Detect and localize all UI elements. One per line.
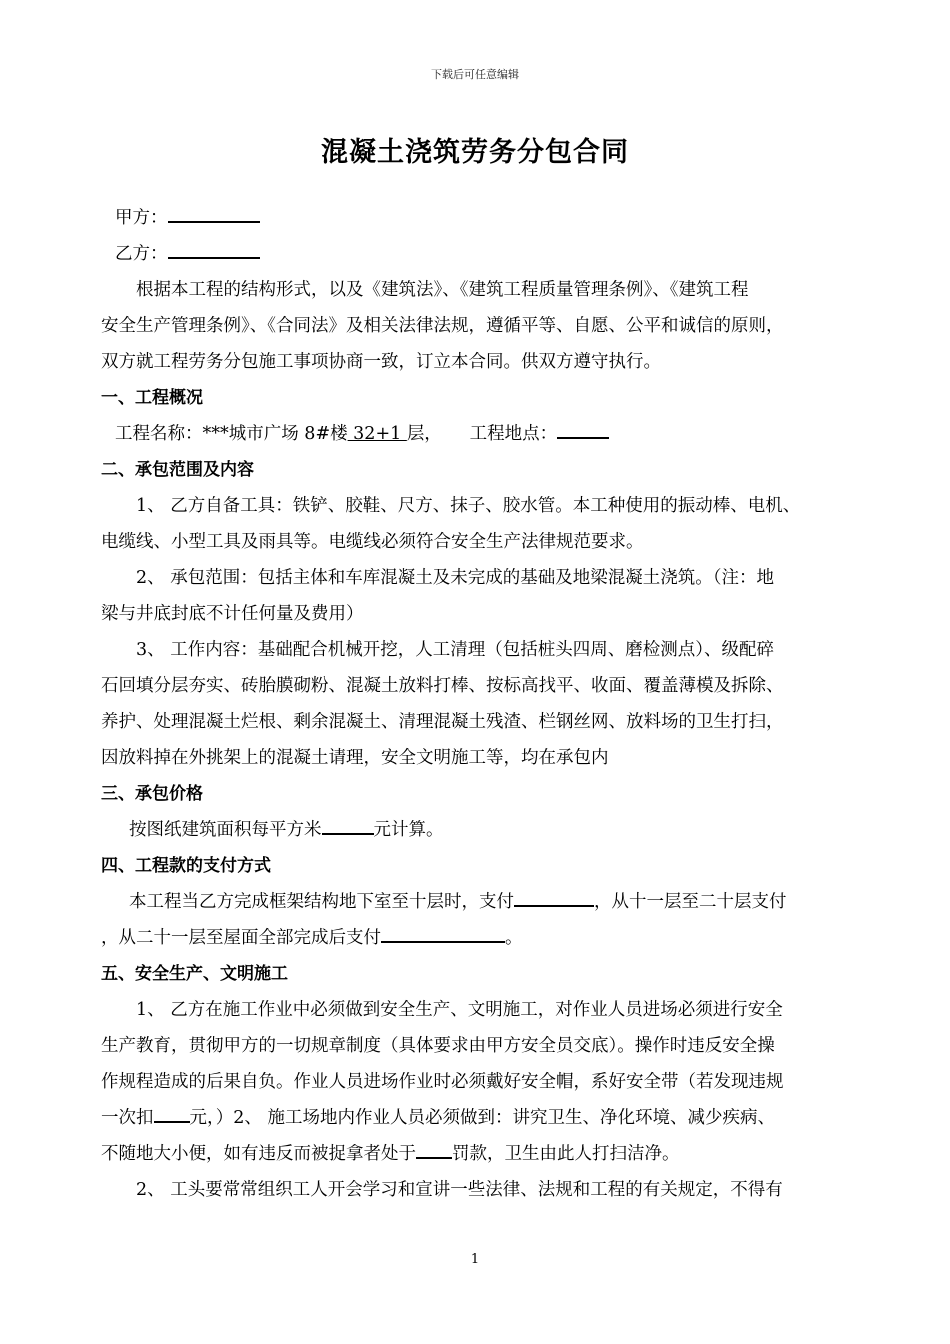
payment-text: ，从十一层至二十层支付 [594, 892, 787, 912]
safety-line: 2、 工头要常常组织工人开会学习和宣讲一些法律、法规和工程的有关规定，不得有 [136, 1180, 783, 1200]
intro-line: 根据本工程的结构形式，以及《建筑法》、《建筑工程质量管理条例》、《建筑工程 [136, 280, 749, 300]
safety-line: 作规程造成的后果自负。作业人员进场作业时必须戴好安全帽，系好安全带（若发现违规 [101, 1072, 784, 1092]
party-a-label: 甲方： [115, 208, 168, 228]
payment-text: 。 [505, 928, 523, 948]
project-info-line [101, 416, 853, 452]
scope-item-1-line: 电缆线、小型工具及雨具等。电缆线必须符合安全生产法律规范要求。 [101, 532, 644, 552]
fine-blank-2 [416, 1139, 452, 1159]
safety-line: 生产教育，贯彻甲方的一切规章制度（具体要求由甲方安全员交底）。操作时违反安全操 [101, 1036, 775, 1056]
safety-text: 元，）2、 施工场地内作业人员必须做到：讲究卫生、净化环境、减少疾病、 [189, 1108, 775, 1128]
section-heading-1: 一、工程概况 [101, 388, 203, 408]
scope-item-3-line: 养护、处理混凝土烂根、剩余混凝土、清理混凝土残渣、栏钢丝网、放料场的卫生打扫， [101, 712, 784, 732]
fine-blank-1 [154, 1103, 190, 1123]
document-title: 混凝土浇筑劳务分包合同 [321, 137, 629, 168]
payment-text: 本工程当乙方完成框架结构地下室至十层时，支付 [129, 892, 514, 912]
page-header: 下载后可任意编辑 [431, 68, 519, 81]
payment-blank-1 [514, 887, 594, 907]
safety-line: 1、 乙方在施工作业中必须做到安全生产、文明施工，对作业人员进场必须进行安全 [136, 1000, 783, 1020]
project-location-blank [557, 419, 609, 439]
price-text: 按图纸建筑面积每平方米 [129, 820, 322, 840]
price-blank [322, 815, 374, 835]
project-location-label: 工程地点： [469, 424, 558, 444]
scope-item-1-line: 1、 乙方自备工具：铁铲、胶鞋、尺方、抹子、胶水管。本工种使用的振动棒、电机、 [136, 496, 801, 516]
price-unit: 元计算。 [373, 820, 444, 840]
section-heading-5: 五、安全生产、文明施工 [101, 964, 288, 984]
project-name: 工程名称：***城市广场 8#楼 [115, 424, 348, 444]
payment-line [101, 884, 853, 920]
section-heading-3: 三、承包价格 [101, 784, 203, 804]
safety-text: 不随地大小便，如有违反而被捉拿者处于 [101, 1144, 416, 1164]
party-a-line [101, 200, 853, 236]
intro-line: 安全生产管理条例》、《合同法》及相关法律法规，遵循平等、自愿、公平和诚信的原则， [101, 316, 784, 336]
safety-text: 一次扣 [101, 1108, 154, 1128]
scope-item-3-line: 因放料掉在外挑架上的混凝土请理，安全文明施工等，均在承包内 [101, 748, 609, 768]
party-b-label: 乙方： [115, 244, 168, 264]
document-body [101, 200, 853, 1208]
section-heading-2: 二、承包范围及内容 [101, 460, 254, 480]
scope-item-3-line: 石回填分层夯实、砖胎膜砌粉、混凝土放料打棒、按标高找平、收面、覆盖薄模及拆除、 [101, 676, 784, 696]
intro-line: 双方就工程劳务分包施工事项协商一致，订立本合同。供双方遵守执行。 [101, 352, 661, 372]
party-b-line [101, 236, 853, 272]
section-heading-4: 四、工程款的支付方式 [101, 856, 271, 876]
payment-blank-2 [381, 923, 505, 943]
party-a-blank [168, 203, 260, 223]
page-number: 1 [470, 1252, 480, 1267]
floors-unit: 层， [406, 424, 442, 444]
project-floors: 32+1 [347, 424, 407, 444]
scope-item-3-line: 3、 工作内容：基础配合机械开挖，人工清理（包括桩头四周、磨检测点）、级配碎 [136, 640, 774, 660]
payment-line [101, 920, 853, 956]
payment-text: ，从二十一层至屋面全部完成后支付 [101, 928, 381, 948]
party-b-blank [168, 239, 260, 259]
scope-item-2-line: 梁与井底封底不计任何量及费用） [101, 604, 364, 624]
safety-text: 罚款，卫生由此人打扫洁净。 [452, 1144, 680, 1164]
scope-item-2-line: 2、 承包范围：包括主体和车库混凝土及未完成的基础及地梁混凝土浇筑。（注：地 [136, 568, 774, 588]
safety-line [101, 1100, 853, 1136]
price-line [101, 812, 853, 848]
safety-line [101, 1136, 853, 1172]
